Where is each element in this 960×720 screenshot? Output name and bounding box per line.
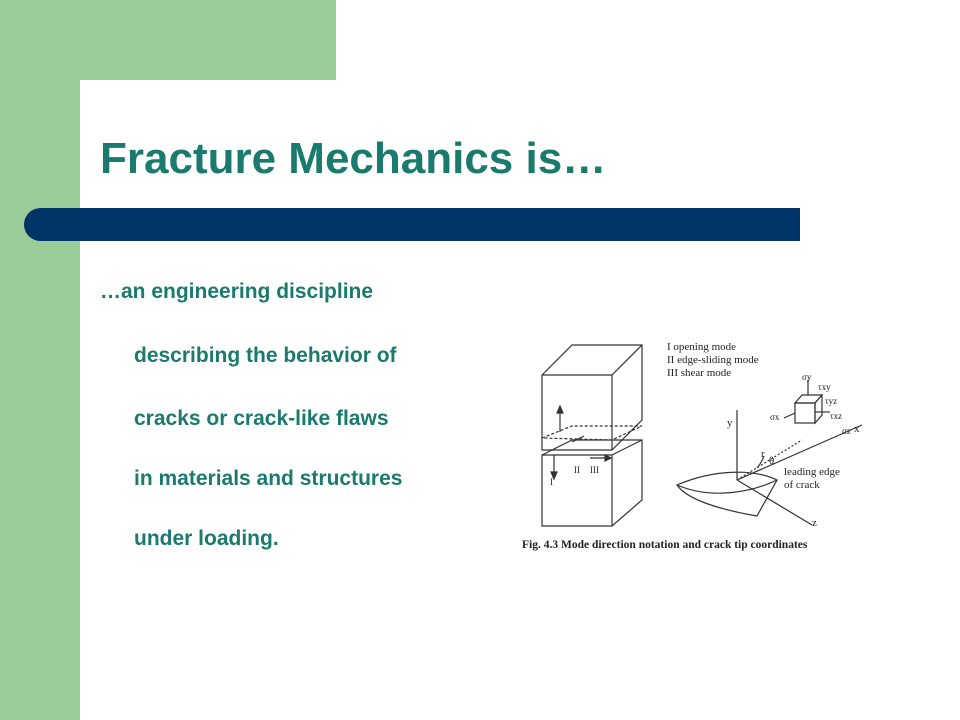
legend-mode-ii: II edge-sliding mode: [667, 354, 759, 366]
stress-cube-side: [815, 395, 822, 423]
block-label-i: I: [550, 477, 553, 487]
leading-edge-label-1: leading edge: [784, 466, 840, 478]
crack-lens-lower: [677, 480, 777, 516]
label-tau-yz: τyz: [825, 396, 838, 406]
slide-title: Fracture Mechanics is…: [100, 134, 607, 183]
stress-cube-front: [795, 403, 815, 423]
body-line-2: describing the behavior of: [134, 344, 397, 367]
label-sigma-y: σy: [802, 372, 812, 382]
lower-block: [542, 440, 642, 526]
decor-green-sidebar: [0, 0, 80, 720]
legend-mode-i: I opening mode: [667, 341, 737, 353]
body-line-4: in materials and structures: [134, 467, 403, 490]
body-line-1: …an engineering discipline: [100, 280, 374, 303]
crack-mode-figure: [512, 330, 892, 560]
legend-mode-iii: III shear mode: [667, 367, 732, 379]
label-tau-xy: τxy: [818, 382, 831, 392]
block-label-iii: III: [590, 465, 599, 475]
label-sigma-z: σz: [842, 426, 851, 436]
body-line-3: cracks or crack-like flaws: [134, 407, 389, 430]
crack-plane: [542, 426, 642, 440]
block-label-ii: II: [574, 465, 580, 475]
body-line-5: under loading.: [134, 527, 279, 550]
leading-edge-label-2: of crack: [784, 479, 820, 491]
label-tau-xz: τxz: [830, 411, 843, 421]
crack-lens-upper: [677, 472, 777, 493]
figure-caption: Fig. 4.3 Mode direction notation and crack tip coordinates: [522, 539, 808, 551]
title-underline-bar: [24, 208, 800, 241]
axis-label-z: z: [812, 517, 817, 529]
axis-label-y: y: [727, 417, 733, 429]
axis-label-theta: θ: [769, 455, 775, 467]
axis-label-x: x: [854, 423, 860, 435]
label-sigma-x: σx: [770, 412, 780, 422]
axis-label-r: r: [761, 448, 765, 460]
